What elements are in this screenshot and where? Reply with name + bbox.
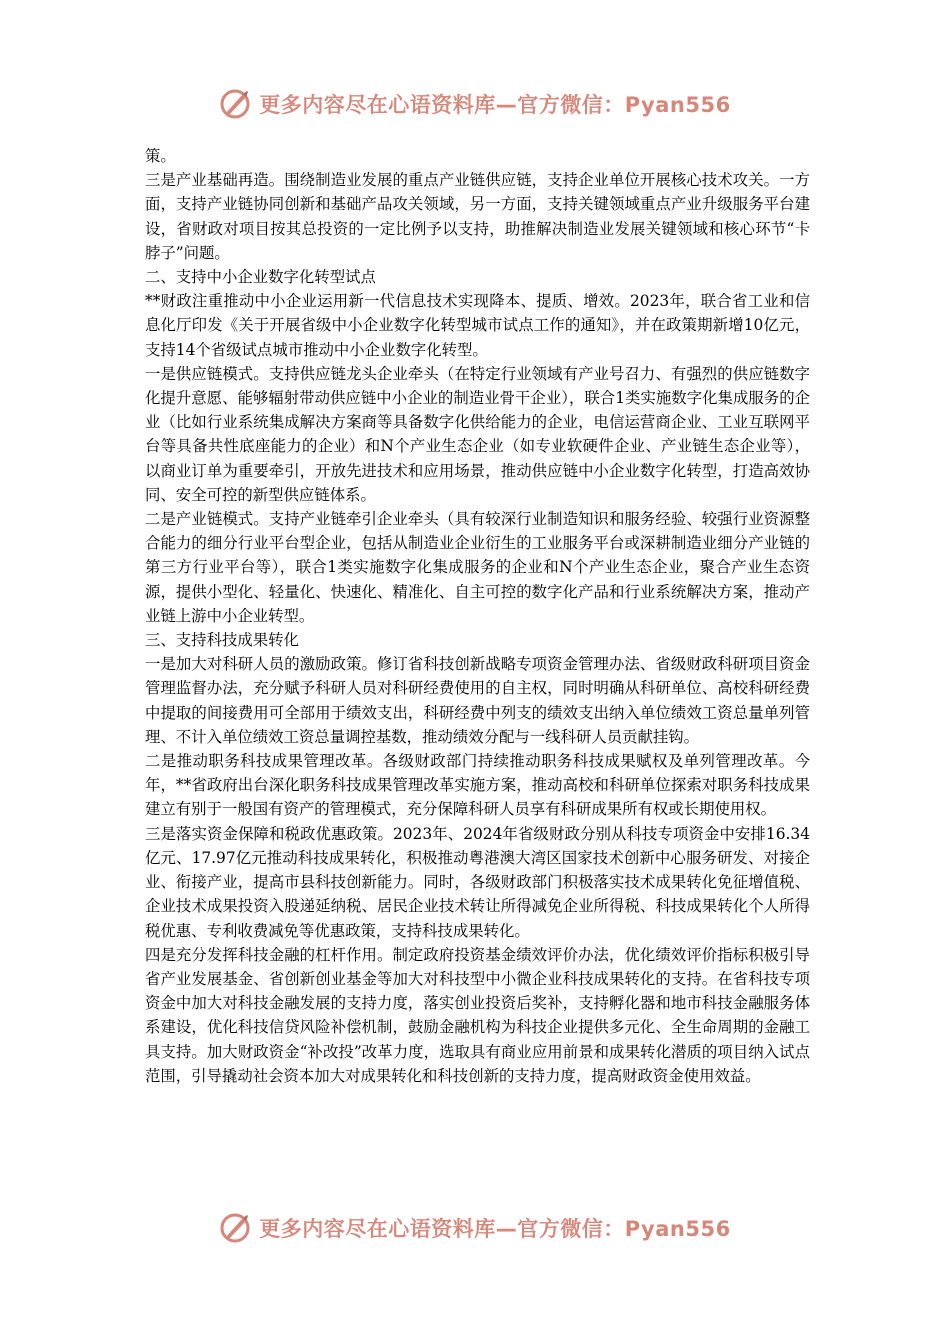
- logo-icon: [219, 1212, 251, 1244]
- paragraph: 一是供应链模式。支持供应链龙头企业牵头（在特定行业领域有产业号召力、有强烈的供应链数字化提升意愿、能够辐射带动供应链中小企业的制造业骨干企业），联合1类实施数字化集成服务的企业（比如行业系统集成解决方案商等具备数字化供给能力的企业，电信运营商企业、工业互联网平台等具备共性底座能力的企业）和N个产业生态企业（如专业软硬件企业、产业链生态企业等），以商业订单为重要牵引，开放先进技术和应用场景，推动供应链中小企业数字化转型，打造高效协同、安全可控的新型供应链体系。: [145, 364, 810, 504]
- paragraph: 一是加大对科研人员的激励政策。修订省科技创新战略专项资金管理办法、省级财政科研项目资金管理监督办法，充分赋予科研人员对科研经费使用的自主权，同时明确从科研单位、高校科研经费中提取的间接费用可全部用于绩效支出，科研经费中列支的绩效支出纳入单位绩效工资总量单列管理、不计入单位绩效工资总量调控基数，推动绩效分配与一线科研人员贡献挂钩。: [145, 655, 810, 746]
- banner-text: 更多内容尽在心语资料库—官方微信：Pyan556: [259, 93, 731, 117]
- paragraph: 二是产业链模式。支持产业链牵引企业牵头（具有较深行业制造知识和服务经验、较强行业资源整合能力的细分行业平台型企业，包括从制造业企业衍生的工业服务平台或深耕制造业细分产业链的第三方行业平台等），联合1类实施数字化集成服务的企业和N个产业生态企业，聚合产业生态资源，提供小型化、轻量化、快速化、精准化、自主可控的数字化产品和行业系统解决方案，推动产业链上游中小企业转型。: [145, 510, 810, 625]
- document-body: [145, 144, 810, 1088]
- paragraph: 四是充分发挥科技金融的杠杆作用。制定政府投资基金绩效评价办法，优化绩效评价指标积极引导省产业发展基金、省创新创业基金等加大对科技型中小微企业科技成果转化的支持。在省科技专项资金中加大对科技金融发展的支持力度，落实创业投资后奖补，支持孵化器和地市科技金融服务体系建设，优化科技信贷风险补偿机制，鼓励金融机构为科技企业提供多元化、全生命周期的金融工具支持。加大财政资金“补改投”改革力度，选取具有商业应用前景和成果转化潜质的项目纳入试点范围，引导撬动社会资本加大对成果转化和科技创新的支持力度，提高财政资金使用效益。: [145, 945, 810, 1085]
- footer-banner: [0, 1208, 950, 1248]
- paragraph: **财政注重推动中小企业运用新一代信息技术实现降本、提质、增效。2023年，联合省工业和信息化厅印发《关于开展省级中小企业数字化转型城市试点工作的通知》，并在政策期新增10亿元，支持14个省级试点城市推动中小企业数字化转型。: [145, 292, 810, 359]
- section-heading: 三、支持科技成果转化: [145, 631, 299, 650]
- header-banner: [0, 84, 950, 124]
- section-heading: 二、支持中小企业数字化转型试点: [145, 268, 376, 287]
- banner-text: 更多内容尽在心语资料库—官方微信：Pyan556: [259, 1217, 731, 1241]
- logo-icon: [219, 88, 251, 120]
- paragraph: 三是产业基础再造。围绕制造业发展的重点产业链供应链，支持企业单位开展核心技术攻关。一方面，支持产业链协同创新和基础产品攻关领域，另一方面，支持关键领域重点产业升级服务平台建设，省财政对项目按其总投资的一定比例予以支持，助推解决制造业发展关键领域和核心环节“卡脖子”问题。: [145, 171, 810, 262]
- paragraph: 二是推动职务科技成果管理改革。各级财政部门持续推动职务科技成果赋权及单列管理改革。今年，**省政府出台深化职务科技成果管理改革实施方案，推动高校和科研单位探索对职务科技成果建立有别于一般国有资产的管理模式，充分保障科研人员享有科研成果所有权或长期使用权。: [145, 752, 810, 819]
- paragraph: 三是落实资金保障和税政优惠政策。2023年、2024年省级财政分别从科技专项资金中安排16.34亿元、17.97亿元推动科技成果转化，积极推动粤港澳大湾区国家技术创新中心服务研发、对接企业、衔接产业，提高市县科技创新能力。同时，各级财政部门积极落实技术成果转化免征增值税、企业技术成果投资入股递延纳税、居民企业技术转让所得减免企业所得税、科技成果转化个人所得税优惠、专利收费减免等优惠政策，支持科技成果转化。: [145, 824, 810, 940]
- paragraph: 策。: [145, 147, 176, 165]
